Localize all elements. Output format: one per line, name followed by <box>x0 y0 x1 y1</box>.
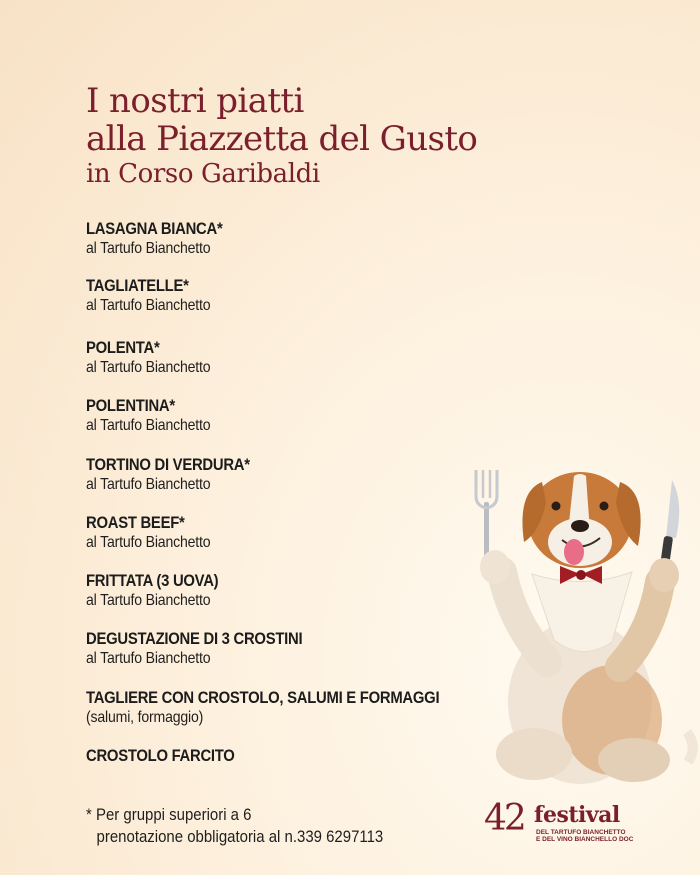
title-line-1: I nostri piatti <box>86 81 304 121</box>
menu-item-name: TAGLIATELLE* <box>86 277 189 295</box>
festival-logo <box>484 800 644 846</box>
menu-item-name: TAGLIERE CON CROSTOLO, SALUMI E FORMAGGI <box>86 689 440 707</box>
menu-item <box>86 513 227 552</box>
menu-item-desc: al Tartufo Bianchetto <box>86 240 211 257</box>
menu-item <box>86 629 326 668</box>
menu-item <box>86 396 227 435</box>
menu-item <box>86 219 238 258</box>
menu-item <box>86 746 251 766</box>
menu-item-name: DEGUSTAZIONE DI 3 CROSTINI <box>86 630 303 648</box>
menu-item-desc: al Tartufo Bianchetto <box>86 476 211 493</box>
menu-item-desc: al Tartufo Bianchetto <box>86 534 211 551</box>
menu-item-desc: al Tartufo Bianchetto <box>86 650 211 667</box>
menu-item <box>86 338 227 377</box>
menu-item-desc: al Tartufo Bianchetto <box>86 592 211 609</box>
menu-item-desc: al Tartufo Bianchetto <box>86 297 211 314</box>
logo-word: festival <box>534 802 620 828</box>
menu-item-name: LASAGNA BIANCA* <box>86 220 223 238</box>
menu-item-name: ROAST BEEF* <box>86 514 185 532</box>
menu-item-desc: al Tartufo Bianchetto <box>86 359 211 376</box>
menu-item <box>86 455 268 494</box>
menu-item-name: POLENTA* <box>86 339 160 357</box>
menu-item <box>86 688 479 727</box>
logo-subtitle-2: E DEL VINO BIANCHELLO DOC <box>536 836 634 843</box>
reservation-note <box>86 804 383 848</box>
logo-number: 42 <box>484 798 524 839</box>
title-line-2: alla Piazzetta del Gusto <box>86 119 478 159</box>
menu-item-name: TORTINO DI VERDURA* <box>86 456 250 474</box>
logo-subtitle-1: DEL TARTUFO BIANCHETTO <box>536 829 626 836</box>
menu-item-name: FRITTATA (3 UOVA) <box>86 572 219 590</box>
menu-item <box>86 276 227 315</box>
note-line-2: prenotazione obbligatoria al n.339 6297113 <box>96 827 384 846</box>
menu-item-name: POLENTINA* <box>86 397 175 415</box>
menu-item-name: CROSTOLO FARCITO <box>86 747 235 765</box>
menu-item-desc: al Tartufo Bianchetto <box>86 417 211 434</box>
title-line-3: in Corso Garibaldi <box>86 159 320 189</box>
note-line-1: * Per gruppi superiori a 6 <box>86 805 252 824</box>
menu-item-desc: (salumi, formaggio) <box>86 709 204 726</box>
page-title <box>86 82 646 190</box>
dog-illustration <box>462 462 698 792</box>
menu-item <box>86 571 233 610</box>
